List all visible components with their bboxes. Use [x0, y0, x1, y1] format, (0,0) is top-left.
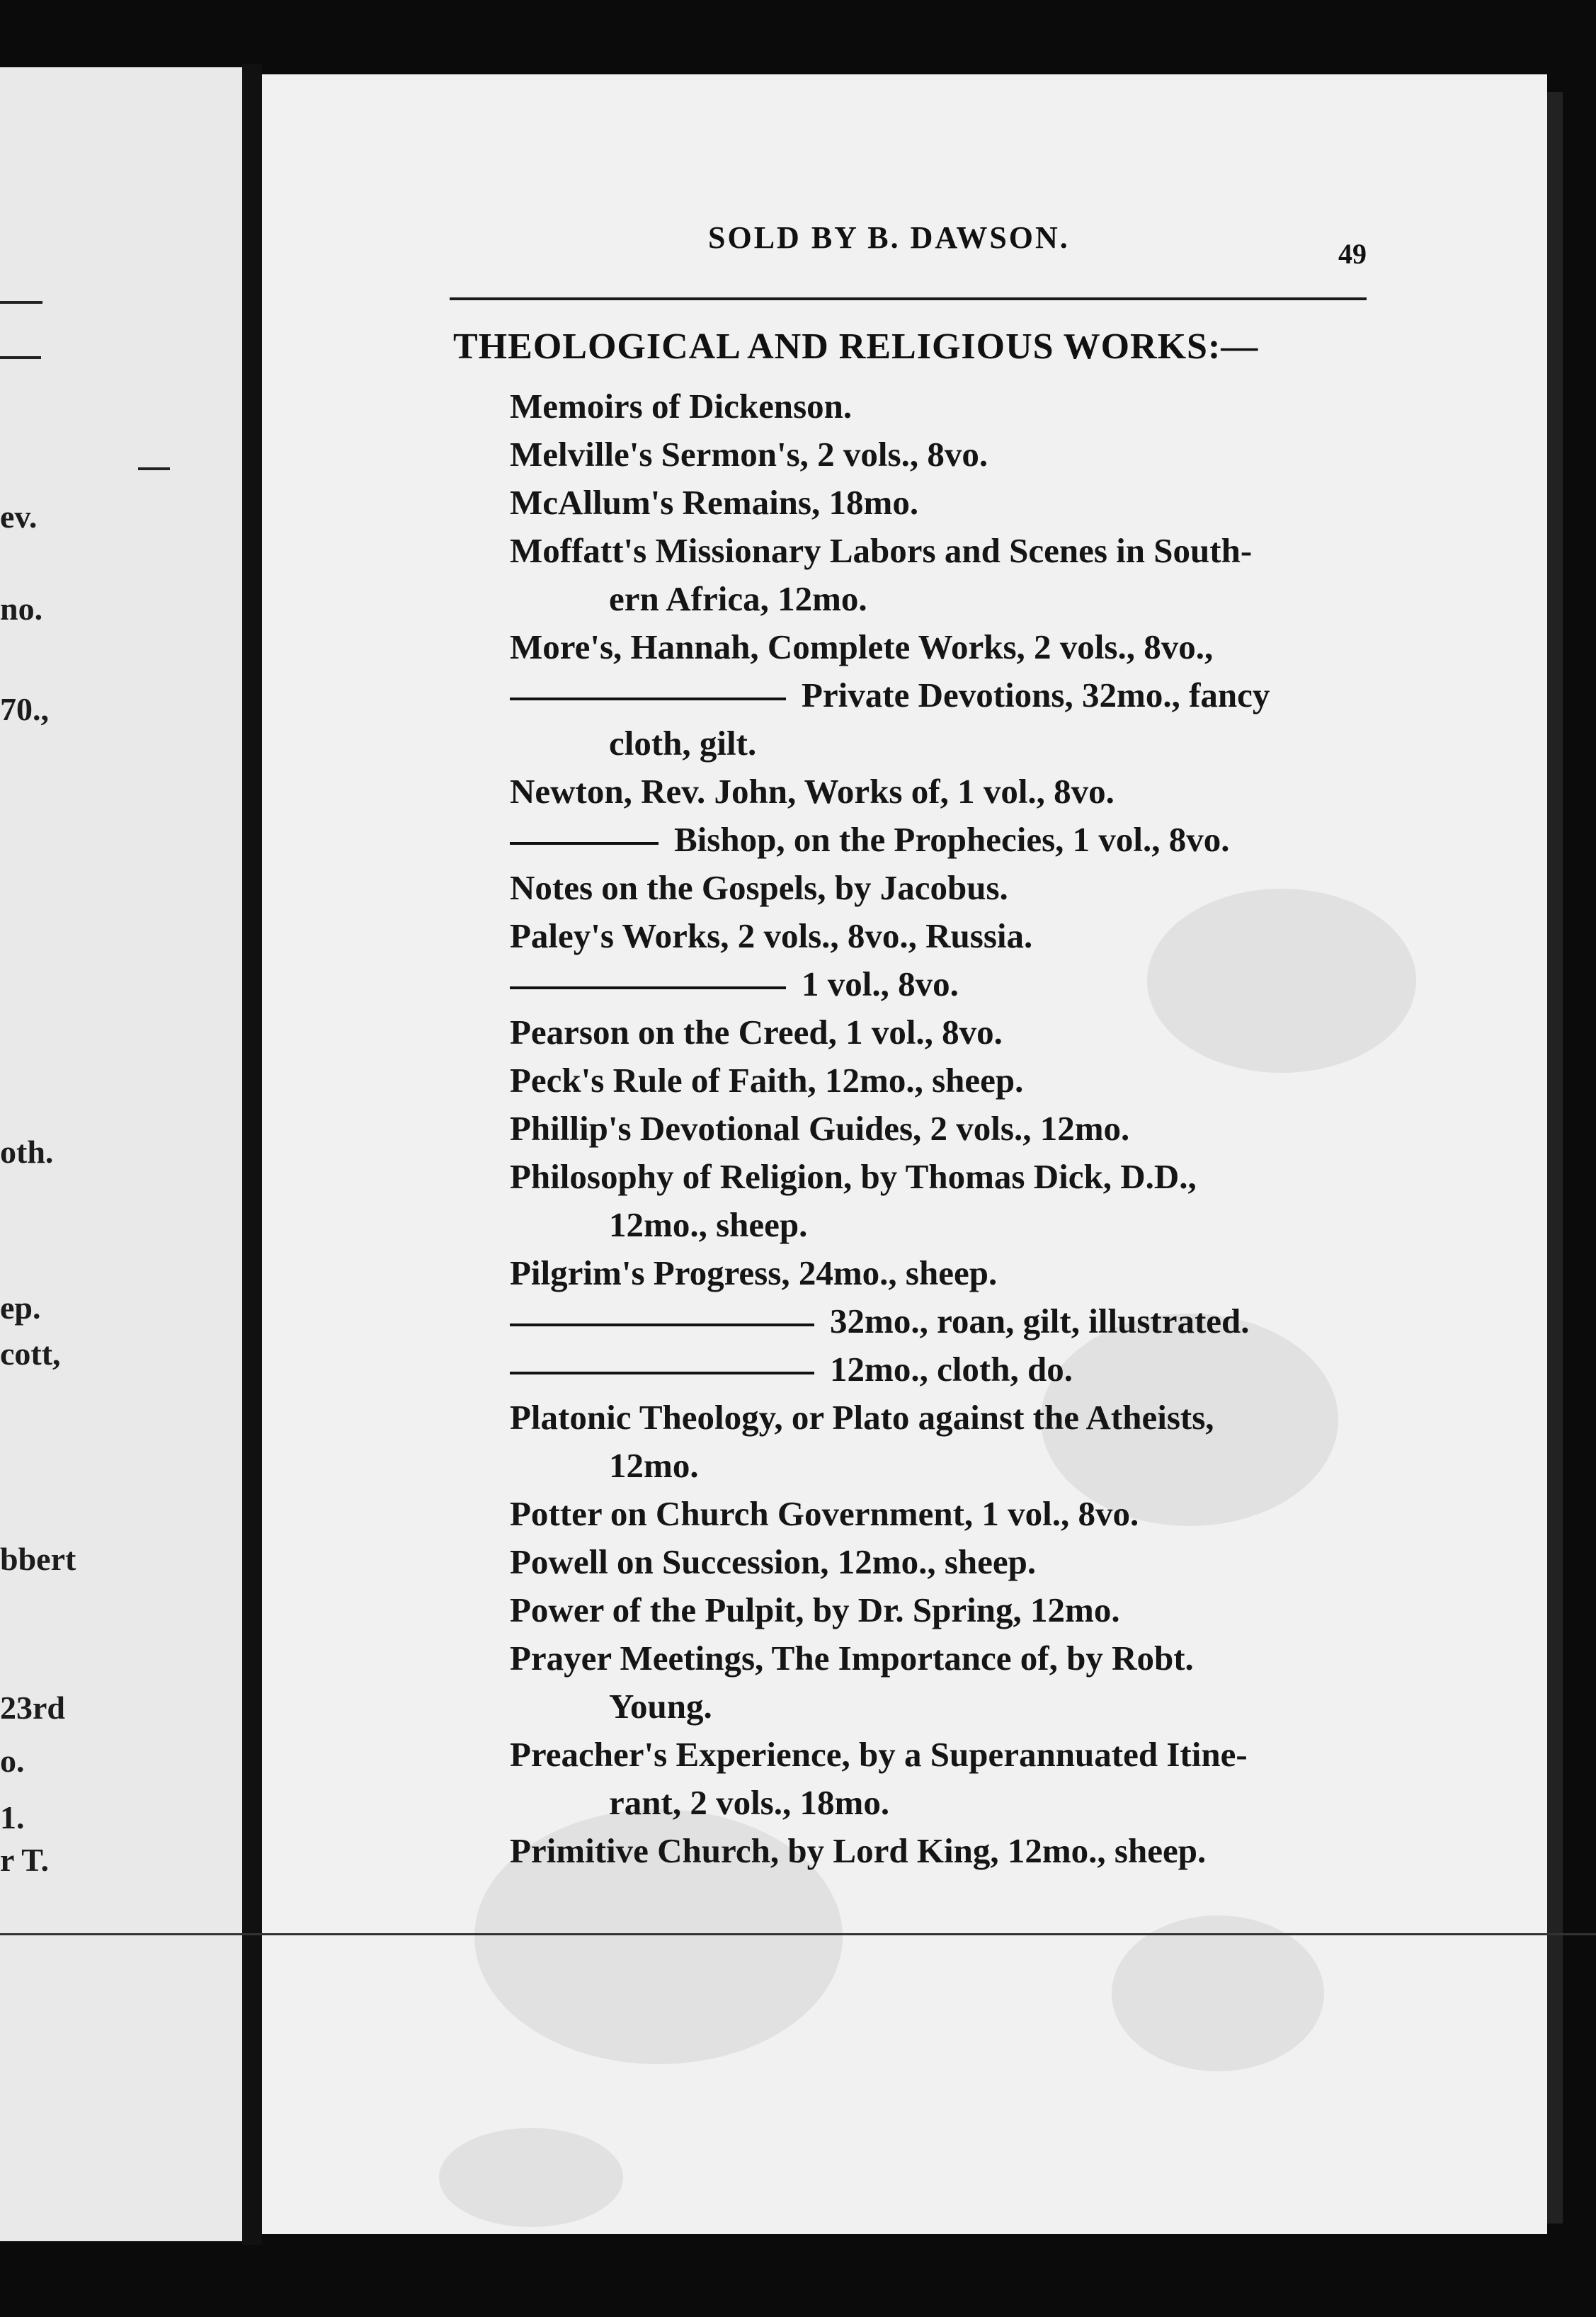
catalog-entry [510, 864, 1374, 912]
catalog-entry [510, 1586, 1374, 1634]
catalog-entry-text: Phillip's Devotional Guides, 2 vols., 12mo. [510, 1109, 1130, 1148]
catalog-entry [510, 768, 1374, 816]
catalog-entry-continuation [510, 1201, 1374, 1249]
catalog-entry-text: Powell on Succession, 12mo., sheep. [510, 1542, 1037, 1581]
left-fragment-text: cott, [0, 1336, 61, 1372]
left-fragment-text: ep. [0, 1290, 41, 1326]
catalog-entry-text: Potter on Church Government, 1 vol., 8vo. [510, 1494, 1139, 1533]
catalog-entry [510, 527, 1374, 575]
left-fragment-text: 1. [0, 1799, 25, 1835]
left-fragment-text: no. [0, 591, 43, 627]
catalog-entry [510, 1634, 1374, 1683]
catalog-entry [510, 479, 1374, 527]
catalog-entry [510, 1249, 1374, 1297]
catalog-entry [510, 1827, 1374, 1875]
stain [439, 2128, 623, 2227]
catalog-entry [510, 1731, 1374, 1779]
catalog-entry-text: 12mo., cloth, do. [830, 1350, 1073, 1389]
running-header: SOLD BY B. DAWSON. [708, 220, 1070, 255]
catalog-entry-text: Power of the Pulpit, by Dr. Spring, 12mo. [510, 1590, 1120, 1629]
catalog-entry-text: Newton, Rev. John, Works of, 1 vol., 8vo. [510, 772, 1115, 811]
catalog-entry [510, 1297, 1374, 1345]
left-fragment-text: 23rd [0, 1690, 65, 1726]
catalog-entry-list [510, 382, 1374, 1875]
catalog-entry-text: Melville's Sermon's, 2 vols., 8vo. [510, 435, 988, 474]
catalog-entry [510, 1008, 1374, 1057]
catalog-entry-text: 1 vol., 8vo. [802, 964, 959, 1003]
catalog-entry [510, 1105, 1374, 1153]
left-fragment-text: bbert [0, 1541, 76, 1577]
section-title: THEOLOGICAL AND RELIGIOUS WORKS:— [453, 326, 1259, 367]
catalog-entry-text: Philosophy of Religion, by Thomas Dick, D.D., [510, 1157, 1197, 1196]
catalog-entry-continuation [510, 1442, 1374, 1490]
left-fragment-text: r T. [0, 1842, 50, 1878]
header-rule [450, 297, 1367, 300]
left-rule [138, 467, 170, 470]
catalog-entry-text: Peck's Rule of Faith, 12mo., sheep. [510, 1061, 1024, 1100]
ditto-dash [510, 842, 659, 845]
catalog-entry-text: 12mo. [609, 1446, 699, 1485]
ditto-dash [510, 1372, 814, 1374]
catalog-entry-text: 32mo., roan, gilt, illustrated. [830, 1302, 1250, 1340]
left-rule [0, 301, 42, 304]
catalog-entry [510, 1394, 1374, 1442]
catalog-entry-text: Young. [609, 1687, 712, 1726]
catalog-entry-text: Notes on the Gospels, by Jacobus. [510, 868, 1008, 907]
left-rule [0, 356, 41, 359]
catalog-entry [510, 623, 1374, 671]
left-fragment-text: o. [0, 1743, 25, 1779]
left-page-fragment [0, 67, 244, 2241]
catalog-entry-text: Moffatt's Missionary Labors and Scenes in South- [510, 531, 1253, 570]
catalog-entry-continuation [510, 1779, 1374, 1827]
catalog-entry-text: Paley's Works, 2 vols., 8vo., Russia. [510, 916, 1033, 955]
catalog-entry-text: Primitive Church, by Lord King, 12mo., sheep. [510, 1831, 1207, 1870]
catalog-entry-text: Prayer Meetings, The Importance of, by Robt. [510, 1639, 1194, 1678]
catalog-entry-text: 12mo., sheep. [609, 1205, 808, 1244]
catalog-entry [510, 816, 1374, 864]
catalog-entry-text: cloth, gilt. [609, 724, 757, 763]
scan-line [0, 1933, 1596, 1935]
catalog-entry-text: rant, 2 vols., 18mo. [609, 1783, 890, 1822]
catalog-entry-continuation [510, 575, 1374, 623]
ditto-dash [510, 1323, 814, 1326]
catalog-entry [510, 382, 1374, 431]
left-fragment-text: ev. [0, 499, 38, 535]
catalog-entry [510, 671, 1374, 719]
catalog-entry-text: Private Devotions, 32mo., fancy [802, 676, 1270, 715]
catalog-entry [510, 1153, 1374, 1201]
ditto-dash [510, 986, 786, 989]
catalog-entry [510, 1490, 1374, 1538]
page-edge [1547, 92, 1563, 2224]
catalog-entry [510, 1057, 1374, 1105]
catalog-entry-text: Memoirs of Dickenson. [510, 387, 853, 426]
catalog-entry-text: ern Africa, 12mo. [609, 579, 867, 618]
catalog-entry-text: Platonic Theology, or Plato against the Atheists, [510, 1398, 1214, 1437]
catalog-entry [510, 912, 1374, 960]
page-number: 49 [1338, 238, 1367, 270]
catalog-entry-text: Pilgrim's Progress, 24mo., sheep. [510, 1253, 998, 1292]
catalog-entry [510, 960, 1374, 1008]
catalog-entry-text: Pearson on the Creed, 1 vol., 8vo. [510, 1013, 1003, 1052]
catalog-entry [510, 431, 1374, 479]
catalog-entry-continuation [510, 1683, 1374, 1731]
catalog-entry-continuation [510, 719, 1374, 768]
catalog-entry [510, 1345, 1374, 1394]
catalog-entry-text: Preacher's Experience, by a Superannuated Itine- [510, 1735, 1248, 1774]
book-gutter [242, 64, 262, 2245]
stain [1112, 1915, 1324, 2071]
catalog-entry-text: McAllum's Remains, 18mo. [510, 483, 919, 522]
left-fragment-text: 70., [0, 691, 49, 727]
catalog-entry-text: More's, Hannah, Complete Works, 2 vols., 8vo., [510, 627, 1214, 666]
ditto-dash [510, 698, 786, 700]
catalog-entry-text: Bishop, on the Prophecies, 1 vol., 8vo. [674, 820, 1230, 859]
left-fragment-text: oth. [0, 1134, 54, 1170]
catalog-entry [510, 1538, 1374, 1586]
